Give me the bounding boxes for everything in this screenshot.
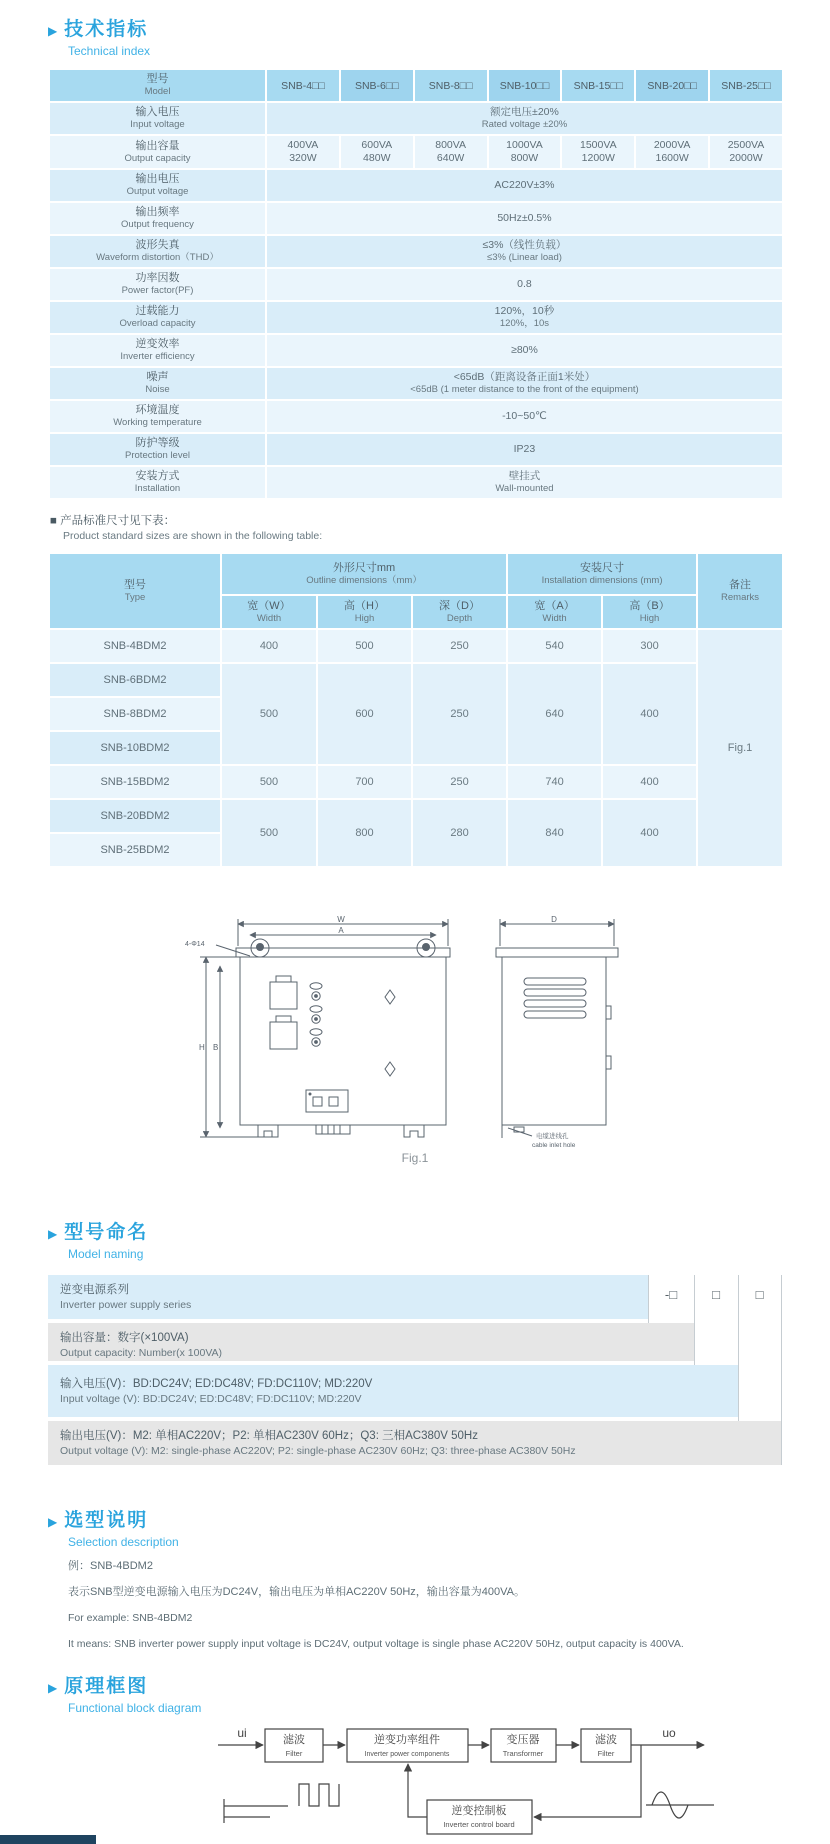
- bar-text-cn: 输出容量：数字(×100VA): [60, 1332, 189, 1344]
- output-label: uo: [662, 1726, 676, 1740]
- naming-divider-line: [781, 1275, 782, 1465]
- value-line1: <65dB（距离设备正面1米处）: [453, 371, 596, 383]
- table-row: [49, 400, 783, 433]
- value-line1: 0.8: [517, 278, 532, 290]
- table-row: [49, 466, 783, 499]
- label-en: Waveform distortion（THD）: [96, 252, 219, 263]
- selection-meaning-en: It means: SNB inverter power supply input voltage is DC24V, output voltage is single phase AC220V 50Hz, output capacity is 400VA.: [68, 1638, 684, 1650]
- dim-label-a: A: [338, 926, 344, 935]
- spec-label: [49, 268, 266, 301]
- block-label-cn: 滤波: [595, 1734, 617, 1746]
- header-en: High: [354, 612, 375, 624]
- value-line2: Wall-mounted: [495, 483, 554, 494]
- section-title-en: Model naming: [68, 1247, 144, 1261]
- spec-label: [49, 334, 266, 367]
- spec-header-row: [49, 69, 783, 102]
- w-value: 320W: [289, 152, 317, 164]
- remark-cell: Fig.1: [697, 629, 783, 867]
- section-title-cn: 原理框图: [64, 1676, 149, 1697]
- spec-value: [266, 367, 783, 400]
- bar-text-en: Input voltage (V): BD:DC24V; ED:DC48V; FD:DC110V; MD:220V: [60, 1393, 362, 1405]
- section-title-cn: 型号命名: [64, 1222, 149, 1243]
- install-width-cell: 840: [507, 799, 602, 867]
- capacity-cell: [709, 135, 783, 169]
- width-cell: 500: [221, 663, 317, 765]
- naming-bar-input-voltage: [48, 1365, 738, 1417]
- model-column: SNB-8□□: [414, 69, 488, 102]
- block-label-en: Filter: [597, 1749, 615, 1758]
- label-cn: 安装方式: [135, 470, 180, 482]
- table-row: [49, 334, 783, 367]
- value-line2: <65dB (1 meter distance to the front of the equipment): [410, 384, 639, 395]
- block-diagram: [176, 1721, 782, 1844]
- capacity-cell: [340, 135, 414, 169]
- triangle-bullet-icon: ▶: [48, 24, 58, 38]
- width-cell: 500: [221, 765, 317, 799]
- value-line1: AC220V±3%: [494, 179, 555, 191]
- naming-bar-capacity: [48, 1323, 694, 1361]
- dims-header-install: [507, 553, 697, 595]
- install-width-cell: 740: [507, 765, 602, 799]
- value-line2: ≤3% (Linear load): [486, 252, 562, 263]
- capacity-cell: [266, 135, 340, 169]
- va-value: 600VA: [361, 139, 393, 151]
- type-cell: SNB-10BDM2: [49, 731, 221, 765]
- spec-value: [266, 102, 783, 135]
- input-label: ui: [237, 1726, 247, 1740]
- label-en: Installation: [134, 483, 181, 494]
- size-note: [50, 514, 782, 544]
- dim-label-h: H: [199, 1043, 205, 1052]
- label-cn: 环境温度: [135, 404, 180, 416]
- header-cn: 外形尺寸mm: [332, 561, 396, 574]
- dims-header-outline: [221, 553, 507, 595]
- model-column: SNB-15□□: [561, 69, 635, 102]
- section-diagram-heading: [48, 1671, 782, 1698]
- label-cn: 过载能力: [135, 305, 180, 317]
- install-width-cell: 540: [507, 629, 602, 663]
- dims-header-row1: [49, 553, 783, 595]
- block-label-cn: 逆变控制板: [451, 1805, 507, 1817]
- w-value: 2000W: [729, 152, 763, 164]
- height-cell: 600: [317, 663, 412, 765]
- model-column: SNB-4□□: [266, 69, 340, 102]
- figure-1: [180, 914, 650, 1171]
- header-cn: 深（D）: [439, 599, 480, 612]
- label-en: Output frequency: [121, 219, 194, 230]
- spec-table: [48, 68, 784, 500]
- header-en: Outline dimensions（mm）: [306, 574, 422, 586]
- spec-value: [266, 466, 783, 499]
- install-width-cell: 640: [507, 663, 602, 765]
- spec-value: [266, 202, 783, 235]
- model-naming-diagram: [48, 1275, 782, 1471]
- depth-cell: 250: [412, 663, 507, 765]
- height-cell: 800: [317, 799, 412, 867]
- type-cell: SNB-6BDM2: [49, 663, 221, 697]
- spec-value: [266, 334, 783, 367]
- cable-inlet-label-en: cable inlet hole: [532, 1142, 576, 1149]
- table-row: [49, 799, 783, 833]
- header-en: Remarks: [721, 591, 760, 603]
- bar-text-cn: 逆变电源系列: [60, 1284, 129, 1296]
- depth-cell: 250: [412, 629, 507, 663]
- label-cn: 输出频率: [135, 206, 180, 218]
- value-line1: -10~50℃: [502, 410, 547, 422]
- w-value: 640W: [436, 152, 465, 164]
- spec-value: [266, 301, 783, 334]
- depth-cell: 280: [412, 799, 507, 867]
- spec-header-model: [49, 69, 266, 102]
- table-row: [49, 367, 783, 400]
- spec-label: [49, 301, 266, 334]
- label-cn: 波形失真: [135, 239, 180, 251]
- type-cell: SNB-8BDM2: [49, 697, 221, 731]
- dims-header-h: [317, 595, 412, 629]
- bar-text-en: Inverter power supply series: [60, 1299, 192, 1311]
- install-height-cell: 300: [602, 629, 697, 663]
- block-label-en: Transformer: [502, 1749, 544, 1758]
- model-column: SNB-6□□: [340, 69, 414, 102]
- label-cn: 输出电压: [135, 173, 180, 185]
- header-cn: 型号: [124, 578, 146, 591]
- label-en: Protection level: [125, 450, 190, 461]
- block-label-cn: 逆变功率组件: [374, 1734, 440, 1746]
- va-value: 1500VA: [580, 139, 617, 151]
- spec-label: [49, 235, 266, 268]
- spec-label: [49, 367, 266, 400]
- table-row: [49, 235, 783, 268]
- w-value: 1200W: [581, 152, 615, 164]
- triangle-bullet-icon: ▶: [48, 1227, 58, 1241]
- label-en: Overload capacity: [119, 318, 196, 329]
- type-cell: SNB-15BDM2: [49, 765, 221, 799]
- model-code-box: -□: [664, 1287, 678, 1302]
- size-note-en: Product standard sizes are shown in the following table:: [63, 530, 323, 542]
- height-cell: 500: [317, 629, 412, 663]
- width-cell: 400: [221, 629, 317, 663]
- block-label-en: Inverter control board: [443, 1820, 515, 1829]
- spec-label: [49, 202, 266, 235]
- type-cell: SNB-20BDM2: [49, 799, 221, 833]
- dims-header-w: [221, 595, 317, 629]
- header-cn: 宽（A）: [534, 599, 575, 612]
- value-line1: 额定电压±20%: [490, 106, 559, 118]
- spec-label: [49, 102, 266, 135]
- label-cn: 输出容量: [135, 139, 180, 152]
- mounting-holes-label: 4-Φ14: [185, 941, 205, 948]
- label-en: Inverter efficiency: [120, 351, 195, 362]
- capacity-cell: [414, 135, 488, 169]
- header-cn: 高（H）: [344, 599, 385, 612]
- table-row: [49, 663, 783, 697]
- dims-header-a: [507, 595, 602, 629]
- width-cell: 500: [221, 799, 317, 867]
- section-title-cn: 选型说明: [64, 1510, 149, 1531]
- table-row: [49, 135, 783, 169]
- spec-label: [49, 135, 266, 169]
- model-code-box: □: [712, 1287, 720, 1302]
- table-row: [49, 301, 783, 334]
- value-line1: ≥80%: [511, 344, 538, 356]
- va-value: 2000VA: [653, 139, 691, 151]
- cable-inlet-label-cn: 电缆进线孔: [536, 1133, 569, 1140]
- table-row: [49, 169, 783, 202]
- depth-cell: 250: [412, 765, 507, 799]
- label-en: Output voltage: [126, 186, 189, 197]
- bar-text-en: Output voltage (V): M2: single-phase AC220V; P2: single-phase AC230V 60Hz; Q3: three-phase AC380V 50Hz: [60, 1445, 576, 1457]
- height-cell: 700: [317, 765, 412, 799]
- install-height-cell: 400: [602, 663, 697, 765]
- header-en: Installation dimensions (mm): [541, 574, 663, 586]
- dim-label-b: B: [213, 1043, 219, 1052]
- model-column: SNB-10□□: [488, 69, 562, 102]
- header-en: Depth: [446, 612, 473, 624]
- table-row: [49, 268, 783, 301]
- table-row: [49, 629, 783, 663]
- spec-value: [266, 235, 783, 268]
- dims-header-type: [49, 553, 221, 629]
- value-line1: 壁挂式: [508, 470, 541, 482]
- value-line1: 50Hz±0.5%: [497, 212, 552, 224]
- bar-text-cn: 输出电压(V)：M2: 单相AC220V；P2: 单相AC230V 60Hz；Q3: 三相AC380V 50Hz: [60, 1430, 478, 1442]
- value-line2: 120%，10s: [499, 318, 550, 329]
- label-cn: 功率因数: [135, 272, 180, 284]
- block-label-en: Inverter power components: [364, 1751, 450, 1758]
- model-code-box: □: [755, 1287, 764, 1302]
- model-column: SNB-20□□: [635, 69, 709, 102]
- header-label-en: Model: [144, 86, 171, 97]
- section-title-en: Selection description: [68, 1535, 179, 1549]
- spec-value: [266, 400, 783, 433]
- label-en: Noise: [145, 384, 170, 395]
- label-en: Output capacity: [124, 152, 191, 164]
- capacity-cell: [561, 135, 635, 169]
- spec-label: [49, 433, 266, 466]
- spec-value: [266, 433, 783, 466]
- install-height-cell: 400: [602, 765, 697, 799]
- block-label-cn: 变压器: [506, 1734, 540, 1746]
- spec-label: [49, 169, 266, 202]
- install-height-cell: 400: [602, 799, 697, 867]
- va-value: 800VA: [435, 139, 466, 151]
- bar-text-cn: 输入电压(V)：BD:DC24V; ED:DC48V; FD:DC110V; MD:220V: [60, 1378, 373, 1390]
- label-en: Power factor(PF): [121, 285, 194, 296]
- dims-header-remarks: [697, 553, 783, 629]
- header-en: Type: [124, 591, 146, 603]
- va-value: 1000VA: [506, 139, 543, 151]
- spec-value: [266, 268, 783, 301]
- value-line2: Rated voltage ±20%: [481, 119, 568, 130]
- value-line1: ≤3%（线性负载）: [482, 239, 567, 251]
- triangle-bullet-icon: ▶: [48, 1681, 58, 1695]
- va-value: 400VA: [287, 139, 319, 151]
- label-cn: 防护等级: [135, 437, 180, 449]
- section-title-en: Functional block diagram: [68, 1701, 202, 1715]
- spec-value: [266, 169, 783, 202]
- bar-text-en: Output capacity: Number(x 100VA): [60, 1347, 223, 1359]
- label-en: Input voltage: [130, 119, 185, 130]
- section-technical-heading: [48, 14, 782, 41]
- table-row: [49, 202, 783, 235]
- block-label-en: Filter: [285, 1749, 303, 1758]
- label-cn: 逆变效率: [135, 338, 180, 350]
- selection-example-cn: 例：SNB-4BDM2: [68, 1560, 153, 1572]
- dim-label-w: W: [337, 915, 345, 924]
- header-en: High: [639, 612, 660, 624]
- naming-bar-series: [48, 1275, 648, 1319]
- triangle-bullet-icon: ▶: [48, 1515, 58, 1529]
- side-view-drawing: [496, 919, 618, 1138]
- section-naming-heading: [48, 1217, 782, 1244]
- table-row: [49, 433, 783, 466]
- header-en: Width: [256, 612, 282, 624]
- dim-label-d: D: [551, 915, 557, 924]
- dims-header-d: [412, 595, 507, 629]
- dims-header-b: [602, 595, 697, 629]
- capacity-cell: [488, 135, 562, 169]
- dimensions-table: [48, 552, 784, 868]
- w-value: 1600W: [655, 152, 689, 164]
- type-cell: SNB-4BDM2: [49, 629, 221, 663]
- header-cn: 宽（W）: [247, 599, 291, 612]
- front-view-drawing: [200, 919, 450, 1137]
- label-cn: 噪声: [146, 371, 169, 383]
- spec-label: [49, 400, 266, 433]
- type-cell: SNB-25BDM2: [49, 833, 221, 867]
- label-cn: 输入电压: [135, 106, 180, 118]
- header-label-cn: 型号: [146, 73, 169, 85]
- w-value: 800W: [510, 152, 539, 164]
- value-line1: 120%，10秒: [494, 305, 555, 317]
- label-en: Working temperature: [113, 417, 202, 428]
- size-note-cn: ■ 产品标准尺寸见下表：: [50, 515, 176, 527]
- selection-example-en: For example: SNB-4BDM2: [68, 1612, 193, 1624]
- spec-label: [49, 466, 266, 499]
- footer-bar: [0, 1835, 96, 1844]
- block-diagram-svg: [176, 1721, 736, 1839]
- model-column: SNB-25□□: [709, 69, 783, 102]
- cabinet-drawing: [180, 914, 650, 1166]
- section-selection-heading: [48, 1505, 782, 1532]
- table-row: [49, 765, 783, 799]
- va-value: 2500VA: [727, 139, 765, 151]
- w-value: 480W: [363, 152, 391, 164]
- header-cn: 安装尺寸: [580, 561, 625, 574]
- section-title-en: Technical index: [68, 44, 151, 58]
- figure-caption: Fig.1: [401, 1151, 429, 1165]
- naming-bar-output-voltage: [48, 1421, 781, 1465]
- block-label-cn: 滤波: [283, 1734, 305, 1746]
- selection-meaning-cn: 表示SNB型逆变电源输入电压为DC24V，输出电压为单相AC220V 50Hz，输出容量为400VA。: [68, 1586, 525, 1598]
- value-line1: IP23: [513, 443, 536, 455]
- capacity-cell: [635, 135, 709, 169]
- header-cn: 备注: [729, 578, 752, 591]
- table-row: [49, 102, 783, 135]
- header-cn: 高（B）: [629, 599, 670, 612]
- header-en: Width: [542, 612, 567, 624]
- section-title-cn: 技术指标: [64, 19, 149, 40]
